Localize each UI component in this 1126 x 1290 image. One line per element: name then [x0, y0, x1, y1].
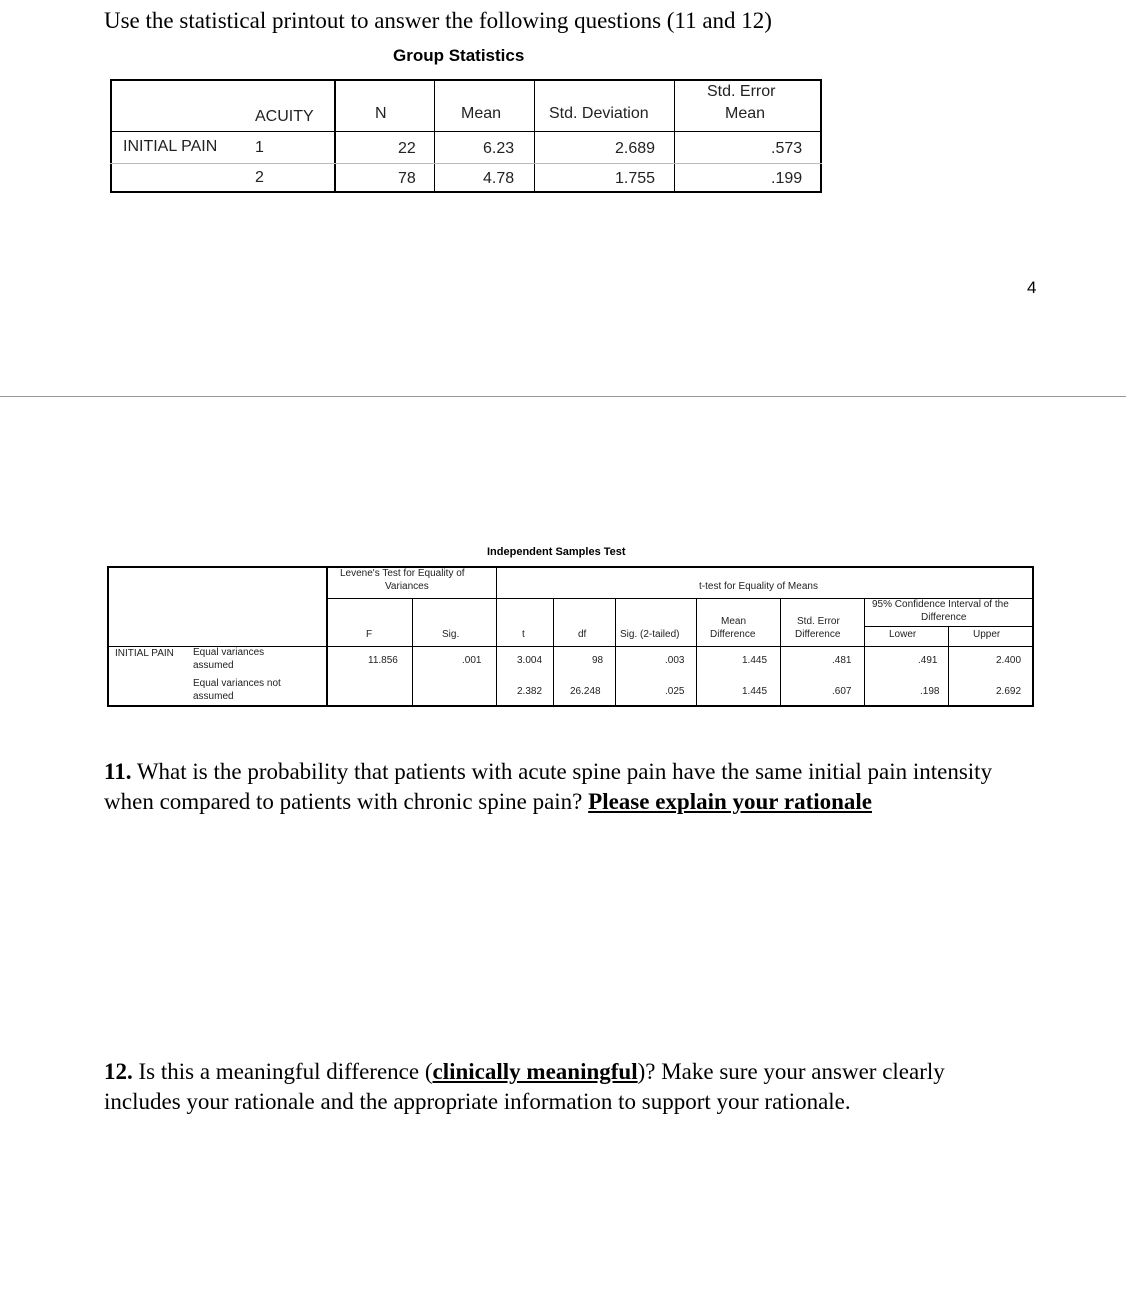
- q11-text: What is the probability that patients with acute spine pain have the same initial pain intensity when compared to patients with chronic spine pain?: [104, 759, 993, 814]
- row2-acuity: 2: [255, 169, 264, 186]
- q12-text-a: Is this a meaningful difference (: [132, 1059, 433, 1084]
- ist-row-label-initial-pain: INITIAL PAIN: [115, 648, 174, 659]
- row1-se-diff: .481: [832, 655, 852, 666]
- header-std-error-1: Std. Error: [707, 83, 776, 100]
- row2-sig2: .025: [665, 686, 685, 697]
- group-statistics-title: Group Statistics: [393, 46, 525, 65]
- row1-f: 11.856: [368, 655, 398, 666]
- group-statistics-table: [110, 79, 822, 193]
- row2-se-diff: .607: [832, 686, 852, 697]
- row2-label-1: Equal variances not: [193, 678, 281, 689]
- row2-lower: .198: [920, 686, 940, 697]
- col-mean-diff-2: Difference: [710, 629, 756, 640]
- row2-mean-diff: 1.445: [742, 686, 768, 697]
- col-sig: Sig.: [442, 629, 460, 640]
- independent-samples-table: [107, 566, 1034, 707]
- col-t: t: [522, 629, 525, 640]
- row2-df: 26.248: [570, 686, 601, 697]
- question-11: [104, 757, 1004, 817]
- row1-sig2: .003: [665, 655, 685, 666]
- col-sig-2-tailed: Sig. (2-tailed): [620, 629, 680, 640]
- header-acuity: ACUITY: [255, 108, 314, 125]
- independent-samples-title: Independent Samples Test: [487, 546, 626, 558]
- ci-header-2: Difference: [921, 612, 967, 623]
- ci-header-1: 95% Confidence Interval of the: [872, 599, 1009, 610]
- row1-n: 22: [398, 140, 416, 157]
- intro-text: Use the statistical printout to answer the following questions (11 and 12): [104, 8, 772, 33]
- row1-std-dev: 2.689: [615, 140, 656, 157]
- row1-label-2: assumed: [193, 660, 234, 671]
- row1-lower: .491: [918, 655, 938, 666]
- row1-label-1: Equal variances: [193, 647, 265, 658]
- col-upper: Upper: [973, 629, 1001, 640]
- row1-mean: 6.23: [483, 140, 515, 157]
- row2-t: 2.382: [517, 686, 543, 697]
- row1-t: 3.004: [517, 655, 543, 666]
- levene-header-2: Variances: [385, 581, 429, 592]
- page-divider: [0, 396, 1126, 397]
- row2-n: 78: [398, 170, 416, 187]
- col-lower: Lower: [889, 629, 917, 640]
- header-std-error-2: Mean: [725, 105, 766, 122]
- q12-number: 12.: [104, 1059, 133, 1084]
- q11-number: 11.: [104, 759, 132, 784]
- col-df: df: [578, 629, 587, 640]
- col-mean-diff-1: Mean: [721, 616, 747, 627]
- row1-upper: 2.400: [996, 655, 1022, 666]
- q12-text-b: )? Make sure your answer clearly includes your rationale and the appropriate information to support your rationale.: [104, 1059, 945, 1114]
- row2-label-2: assumed: [193, 691, 234, 702]
- q11-emphasis: Please explain your rationale: [588, 789, 873, 814]
- row2-mean: 4.78: [483, 170, 515, 187]
- col-se-diff-2: Difference: [795, 629, 841, 640]
- row1-df: 98: [592, 655, 604, 666]
- col-se-diff-1: Std. Error: [797, 616, 840, 627]
- header-n: N: [375, 105, 387, 122]
- q12-emphasis: clinically meaningful: [432, 1059, 638, 1084]
- row-label-initial-pain: INITIAL PAIN: [123, 138, 218, 155]
- row1-std-error: .573: [771, 140, 803, 157]
- header-mean: Mean: [461, 105, 502, 122]
- question-12: [104, 1057, 1014, 1117]
- row2-std-error: .199: [771, 170, 803, 187]
- row2-std-dev: 1.755: [615, 170, 656, 187]
- row1-acuity: 1: [255, 139, 264, 156]
- header-std-dev: Std. Deviation: [549, 105, 649, 122]
- row1-mean-diff: 1.445: [742, 655, 768, 666]
- ttest-header: t-test for Equality of Means: [699, 581, 818, 592]
- col-f: F: [366, 629, 373, 640]
- levene-header-1: Levene's Test for Equality of: [340, 568, 465, 579]
- row1-sig: .001: [462, 655, 482, 666]
- row2-upper: 2.692: [996, 686, 1022, 697]
- page-number: 4: [1027, 278, 1037, 297]
